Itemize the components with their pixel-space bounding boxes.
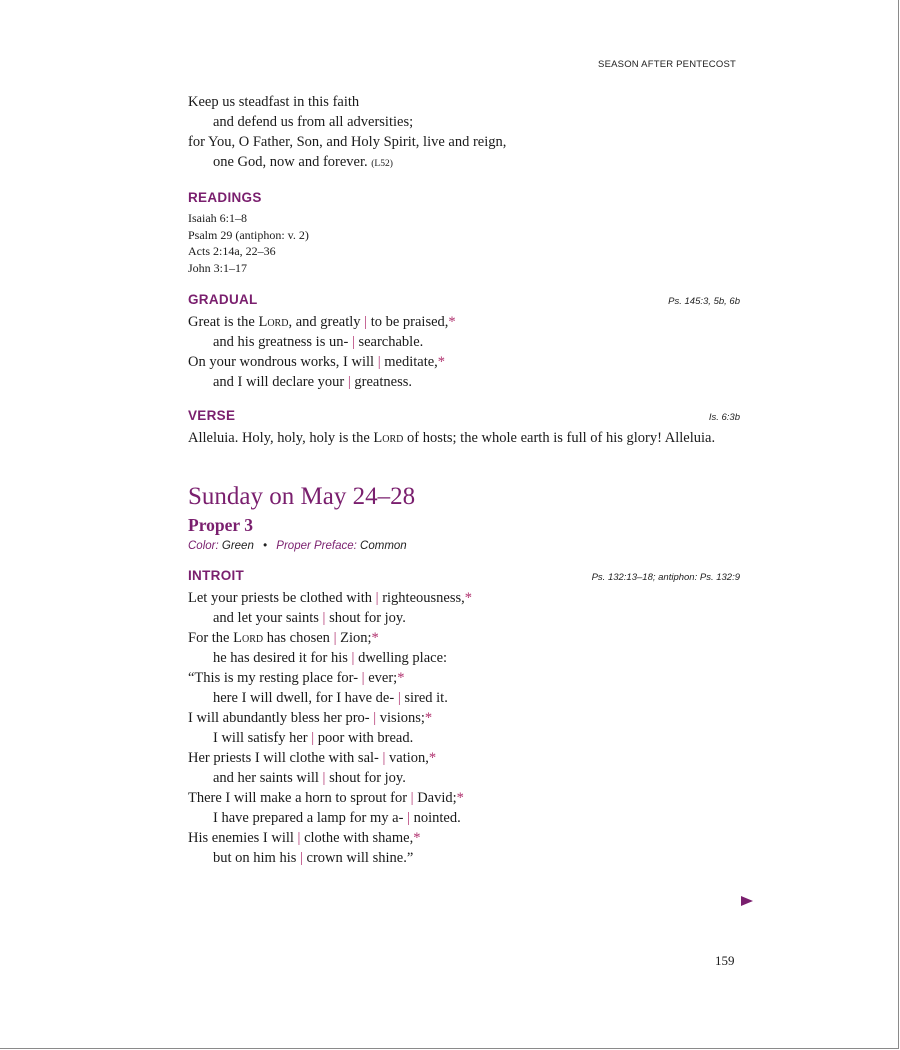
text-run: here I will dwell, for I have de-: [213, 690, 398, 706]
collect-line: [188, 112, 740, 132]
verse-text: [188, 428, 740, 448]
introit-line: [188, 788, 740, 808]
text-run: I will abundantly bless her pro-: [188, 710, 374, 726]
asterisk-mark: *: [424, 710, 433, 726]
preface-label: Proper Preface:: [276, 540, 357, 552]
text-run: I have prepared a lamp for my a-: [213, 810, 408, 826]
pointing-bar: |: [410, 790, 414, 806]
asterisk-mark: *: [397, 670, 405, 686]
collect-line: [188, 92, 740, 112]
asterisk-mark: *: [413, 830, 421, 846]
introit-header: [188, 568, 740, 583]
verse-cite: Is. 6:3b: [708, 412, 740, 423]
text-run: shout for joy.: [325, 610, 406, 626]
verse-header: [188, 408, 740, 423]
collect-ref: (L52): [371, 159, 393, 169]
text-run: , and greatly: [288, 314, 365, 330]
pointing-bar: |: [373, 710, 377, 726]
asterisk-mark: *: [456, 790, 464, 806]
text-run: crown will shine.”: [302, 850, 414, 866]
introit-cite: Ps. 132:13–18; antiphon: Ps. 132:9: [591, 572, 740, 583]
collect-line-text: one God, now and forever.: [213, 154, 368, 170]
text-run: of hosts; the whole earth is full of his glory! Alleluia.: [403, 430, 716, 446]
text-run: sired it.: [400, 690, 448, 706]
text-run: For the: [188, 630, 234, 646]
introit-line: [188, 688, 740, 708]
gradual-line: [188, 352, 740, 372]
gradual-line: [188, 312, 740, 332]
small-caps-lord: Lord: [373, 430, 404, 446]
pointing-bar: |: [311, 730, 315, 746]
text-run: greatness.: [350, 374, 412, 390]
text-run: and his greatness is un-: [213, 334, 352, 350]
gradual-title: GRADUAL: [188, 292, 258, 307]
collect-line: [188, 132, 740, 152]
separator-bullet: •: [263, 540, 268, 552]
text-run: “This is my resting place for-: [188, 670, 362, 686]
pointing-bar: |: [322, 610, 326, 626]
text-run: and I will declare your: [213, 374, 348, 390]
reading-item: John 3:1–17: [188, 260, 248, 275]
gradual-line: [188, 332, 740, 352]
readings-header: [188, 190, 740, 205]
asterisk-mark: *: [464, 590, 472, 606]
text-run: has chosen: [263, 630, 334, 646]
pointing-bar: |: [397, 690, 401, 706]
text-run: and her saints will: [213, 770, 323, 786]
text-run: dwelling place:: [354, 650, 448, 666]
introit-line: [188, 628, 740, 648]
text-run: and let your saints: [213, 610, 323, 626]
text-run: searchable.: [354, 334, 424, 350]
preface-value: Common: [360, 540, 407, 552]
color-label: Color:: [188, 540, 219, 552]
introit-line: [188, 728, 740, 748]
introit-text: [188, 588, 740, 868]
verse-title: VERSE: [188, 408, 236, 423]
text-run: On your wondrous works, I will: [188, 354, 378, 370]
color-value: Green: [221, 540, 254, 552]
gradual-header: [188, 292, 740, 307]
text-run: meditate,: [380, 354, 438, 370]
introit-line: [188, 848, 740, 868]
pointing-bar: |: [351, 334, 355, 350]
pointing-bar: |: [300, 850, 303, 866]
pointing-bar: |: [361, 670, 365, 686]
collect-line: [188, 152, 740, 174]
sunday-title: Sunday on May 24–28: [188, 483, 416, 510]
introit-line: [188, 648, 740, 668]
introit-line: [188, 668, 740, 688]
text-run: Great is the: [188, 314, 259, 330]
text-run: Let your priests be clothed with: [188, 590, 376, 606]
text-run: he has desired it for his: [213, 650, 352, 666]
text-run: I will satisfy her: [213, 730, 312, 746]
text-run: to be praised,: [367, 314, 449, 330]
asterisk-mark: *: [437, 354, 446, 370]
text-run: nointed.: [409, 810, 461, 826]
text-run: clothe with shame,: [300, 830, 414, 846]
asterisk-mark: *: [428, 750, 437, 766]
introit-line: [188, 808, 740, 828]
content: [188, 92, 740, 868]
text-run: Alleluia. Holy, holy, holy is the: [188, 430, 374, 446]
pointing-bar: |: [407, 810, 410, 826]
pointing-bar: |: [382, 750, 386, 766]
text-run: poor with bread.: [314, 730, 414, 746]
text-run: Her priests I will clothe with sal-: [188, 750, 383, 766]
text-run: shout for joy.: [325, 770, 406, 786]
readings-list: [188, 210, 740, 276]
collect-line-text: Keep us steadfast in this faith: [188, 94, 360, 110]
continue-arrow-icon: [741, 896, 753, 906]
asterisk-mark: *: [371, 630, 379, 646]
reading-item: Isaiah 6:1–8: [188, 211, 247, 225]
gradual-cite: Ps. 145:3, 5b, 6b: [668, 296, 740, 307]
gradual-text: [188, 312, 740, 392]
text-run: righteousness,: [378, 590, 465, 606]
pointing-bar: |: [322, 770, 326, 786]
text-run: visions;: [376, 710, 425, 726]
pointing-bar: |: [351, 650, 355, 666]
text-run: David;: [413, 790, 457, 806]
pointing-bar: |: [377, 354, 381, 370]
small-caps-lord: Lord: [233, 630, 264, 646]
introit-line: [188, 608, 740, 628]
readings-title: READINGS: [188, 190, 262, 205]
introit-line: [188, 708, 740, 728]
color-line: [188, 540, 740, 552]
collect-line-text: for You, O Father, Son, and Holy Spirit, live and reign,: [188, 134, 507, 150]
page-number: 159: [715, 953, 735, 968]
reading-item: Acts 2:14a, 22–36: [188, 244, 276, 258]
introit-title: INTROIT: [188, 568, 245, 583]
reading-item: Psalm 29 (antiphon: v. 2): [188, 227, 309, 242]
text-run: ever;: [364, 670, 398, 686]
introit-line: [188, 828, 740, 848]
collect-line-text: and defend us from all adversities;: [213, 114, 414, 130]
text-run: Zion;: [336, 630, 372, 646]
small-caps-lord: Lord: [258, 314, 289, 330]
text-run: vation,: [385, 750, 429, 766]
pointing-bar: |: [375, 590, 379, 606]
introit-line: [188, 748, 740, 768]
text-run: There I will make a horn to sprout for: [188, 790, 411, 806]
introit-line: [188, 588, 740, 608]
pointing-bar: |: [364, 314, 368, 330]
collect: [188, 92, 740, 174]
introit-line: [188, 768, 740, 788]
pointing-bar: |: [297, 830, 301, 846]
gradual-line: [188, 372, 740, 392]
running-head: SEASON AFTER PENTECOST: [598, 59, 736, 70]
asterisk-mark: *: [448, 314, 456, 330]
text-run: but on him his: [213, 850, 301, 866]
proper-title: Proper 3: [188, 515, 253, 535]
text-run: His enemies I will: [188, 830, 298, 846]
pointing-bar: |: [333, 630, 337, 646]
pointing-bar: |: [347, 374, 351, 390]
